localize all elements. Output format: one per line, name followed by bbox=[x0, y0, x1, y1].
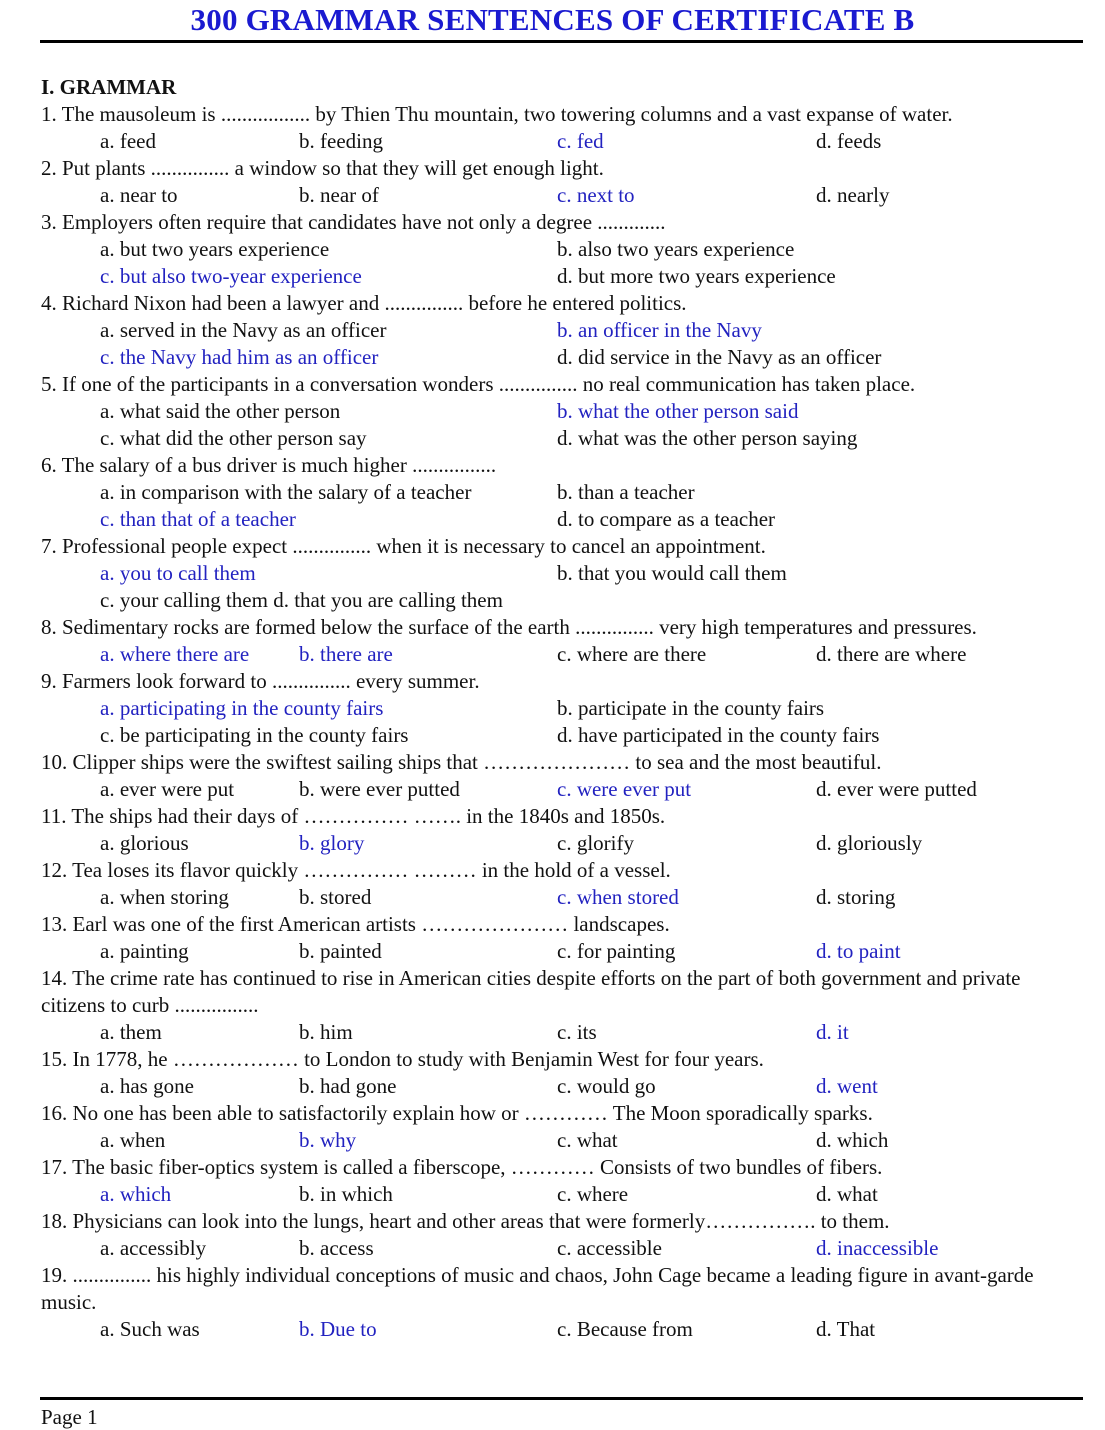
answer-option[interactable]: d. there are where bbox=[816, 642, 967, 666]
answer-option[interactable]: c. your calling them d. that you are calling them bbox=[100, 588, 503, 612]
answer-option[interactable]: d. did service in the Navy as an officer bbox=[557, 345, 882, 369]
question-text: 10. Clipper ships were the swiftest sailing ships that ………………… to sea and the most beautiful. bbox=[41, 750, 882, 774]
answer-option[interactable]: b. also two years experience bbox=[557, 237, 795, 261]
options-row bbox=[41, 695, 1081, 722]
options-row bbox=[41, 560, 1081, 587]
options-row bbox=[41, 317, 1081, 344]
options-row bbox=[41, 641, 1081, 668]
answer-option[interactable]: c. be participating in the county fairs bbox=[100, 723, 409, 747]
question-text: 5. If one of the participants in a conversation wonders ............... no real communication has taken place. bbox=[41, 372, 916, 396]
answer-option[interactable]: a. feed bbox=[100, 129, 156, 153]
answer-option[interactable]: a. served in the Navy as an officer bbox=[100, 318, 387, 342]
question-text: 8. Sedimentary rocks are formed below the surface of the earth ............... very high temperatures and pressures. bbox=[41, 615, 977, 639]
question-list bbox=[41, 74, 1081, 1343]
answer-option[interactable]: c. its bbox=[557, 1020, 597, 1044]
answer-option[interactable]: c. were ever put bbox=[557, 777, 692, 801]
question-text: 12. Tea loses its flavor quickly …………… ……… in the hold of a vessel. bbox=[41, 858, 671, 882]
question-text: 2. Put plants ............... a window so that they will get enough light. bbox=[41, 156, 604, 180]
answer-option[interactable]: a. where there are bbox=[100, 642, 250, 666]
question-text: 18. Physicians can look into the lungs, heart and other areas that were formerly……………. to them. bbox=[41, 1209, 890, 1233]
answer-option[interactable]: a. which bbox=[100, 1182, 172, 1206]
answer-option[interactable]: b. why bbox=[299, 1128, 357, 1152]
question-item bbox=[41, 1262, 1081, 1343]
options-row bbox=[41, 1181, 1081, 1208]
answer-option[interactable]: d. to compare as a teacher bbox=[557, 507, 776, 531]
options-row bbox=[41, 587, 1081, 614]
answer-option[interactable]: a. them bbox=[100, 1020, 162, 1044]
section-heading: I. GRAMMAR bbox=[41, 75, 177, 99]
question-text: 15. In 1778, he ……………… to London to study with Benjamin West for four years. bbox=[41, 1047, 764, 1071]
question-text: 14. The crime rate has continued to rise in American cities despite efforts on the part of both government and private citizens to curb ................ bbox=[41, 966, 1021, 1017]
question-item bbox=[41, 749, 1081, 803]
answer-option[interactable]: a. near to bbox=[100, 183, 178, 207]
answer-option[interactable]: c. next to bbox=[557, 183, 635, 207]
answer-option[interactable]: a. painting bbox=[100, 939, 189, 963]
answer-option[interactable]: d. storing bbox=[816, 885, 896, 909]
answer-option[interactable]: b. were ever putted bbox=[299, 777, 460, 801]
answer-option[interactable]: a. when bbox=[100, 1128, 166, 1152]
answer-option[interactable]: c. would go bbox=[557, 1074, 656, 1098]
question-item bbox=[41, 965, 1081, 1046]
question-item bbox=[41, 155, 1081, 209]
answer-option[interactable]: c. Because from bbox=[557, 1317, 693, 1341]
answer-option[interactable]: b. than a teacher bbox=[557, 480, 695, 504]
question-text: 17. The basic fiber-optics system is called a fiberscope, ………… Consists of two bundles of fibers. bbox=[41, 1155, 883, 1179]
question-text: 13. Earl was one of the first American artists ………………… landscapes. bbox=[41, 912, 670, 936]
options-row bbox=[41, 830, 1081, 857]
answer-option[interactable]: a. you to call them bbox=[100, 561, 256, 585]
answer-option[interactable]: d. what bbox=[816, 1182, 878, 1206]
question-text: 16. No one has been able to satisfactorily explain how or ………… The Moon sporadically sparks. bbox=[41, 1101, 873, 1125]
options-row bbox=[41, 344, 1081, 371]
answer-option[interactable]: b. there are bbox=[299, 642, 393, 666]
answer-option[interactable]: d. to paint bbox=[816, 939, 901, 963]
answer-option[interactable]: b. an officer in the Navy bbox=[557, 318, 762, 342]
footer-rule bbox=[40, 1397, 1083, 1400]
question-item bbox=[41, 668, 1081, 749]
answer-option[interactable]: c. what bbox=[557, 1128, 618, 1152]
question-text: 7. Professional people expect ............... when it is necessary to cancel an appointment. bbox=[41, 534, 766, 558]
question-item bbox=[41, 803, 1081, 857]
answer-option[interactable]: c. where are there bbox=[557, 642, 707, 666]
answer-option[interactable]: b. what the other person said bbox=[557, 399, 799, 423]
question-item bbox=[41, 290, 1081, 371]
options-row bbox=[41, 425, 1081, 452]
answer-option[interactable]: c. fed bbox=[557, 129, 604, 153]
question-item bbox=[41, 1100, 1081, 1154]
answer-option[interactable]: b. had gone bbox=[299, 1074, 397, 1098]
question-text: 11. The ships had their days of …………… ……. in the 1840s and 1850s. bbox=[41, 804, 666, 828]
answer-option[interactable]: c. than that of a teacher bbox=[100, 507, 296, 531]
options-row bbox=[41, 884, 1081, 911]
options-row bbox=[41, 506, 1081, 533]
answer-option[interactable]: d. gloriously bbox=[816, 831, 923, 855]
answer-option[interactable]: d. went bbox=[816, 1074, 878, 1098]
question-item bbox=[41, 452, 1081, 533]
answer-option[interactable]: b. access bbox=[299, 1236, 374, 1260]
options-row bbox=[41, 1316, 1081, 1343]
question-item bbox=[41, 911, 1081, 965]
answer-option[interactable]: d. have participated in the county fairs bbox=[557, 723, 880, 747]
answer-option[interactable]: d. nearly bbox=[816, 183, 890, 207]
answer-option[interactable]: a. accessibly bbox=[100, 1236, 207, 1260]
answer-option[interactable]: d. it bbox=[816, 1020, 849, 1044]
question-text: 9. Farmers look forward to ............... every summer. bbox=[41, 669, 480, 693]
answer-option[interactable]: b. him bbox=[299, 1020, 353, 1044]
options-row bbox=[41, 128, 1081, 155]
answer-option[interactable]: c. what did the other person say bbox=[100, 426, 367, 450]
question-item bbox=[41, 614, 1081, 668]
options-row bbox=[41, 398, 1081, 425]
answer-option[interactable]: b. stored bbox=[299, 885, 372, 909]
question-item bbox=[41, 1154, 1081, 1208]
question-item bbox=[41, 1046, 1081, 1100]
options-row bbox=[41, 182, 1081, 209]
answer-option[interactable]: a. in comparison with the salary of a teacher bbox=[100, 480, 472, 504]
answer-option[interactable]: b. painted bbox=[299, 939, 382, 963]
answer-option[interactable]: a. but two years experience bbox=[100, 237, 330, 261]
answer-option[interactable]: c. for painting bbox=[557, 939, 676, 963]
answer-option[interactable]: a. has gone bbox=[100, 1074, 194, 1098]
answer-option[interactable]: d. but more two years experience bbox=[557, 264, 836, 288]
question-text: 3. Employers often require that candidates have not only a degree ............. bbox=[41, 210, 666, 234]
page-title: 300 GRAMMAR SENTENCES OF CERTIFICATE B bbox=[190, 2, 915, 37]
answer-option[interactable]: d. ever were putted bbox=[816, 777, 977, 801]
options-row bbox=[41, 1073, 1081, 1100]
answer-option[interactable]: a. glorious bbox=[100, 831, 189, 855]
answer-option[interactable]: b. near of bbox=[299, 183, 379, 207]
page-number: Page 1 bbox=[41, 1405, 98, 1429]
header-rule bbox=[40, 40, 1083, 43]
answer-option[interactable]: c. when stored bbox=[557, 885, 679, 909]
answer-option[interactable]: d. inaccessible bbox=[816, 1236, 939, 1260]
answer-option[interactable]: d. which bbox=[816, 1128, 889, 1152]
answer-option[interactable]: d. That bbox=[816, 1317, 876, 1341]
answer-option[interactable]: d. feeds bbox=[816, 129, 882, 153]
answer-option[interactable]: b. that you would call them bbox=[557, 561, 787, 585]
question-item bbox=[41, 533, 1081, 614]
answer-option[interactable]: c. where bbox=[557, 1182, 629, 1206]
question-text: 1. The mausoleum is ................. by Thien Thu mountain, two towering columns and a vast expanse of water. bbox=[41, 102, 953, 126]
question-item bbox=[41, 101, 1081, 155]
options-row bbox=[41, 479, 1081, 506]
options-row bbox=[41, 263, 1081, 290]
question-item bbox=[41, 1208, 1081, 1262]
question-text: 19. ............... his highly individual conceptions of music and chaos, John Cage became a leading figure in avant-garde music. bbox=[41, 1263, 1034, 1314]
options-row bbox=[41, 722, 1081, 749]
question-text: 6. The salary of a bus driver is much higher ................ bbox=[41, 453, 497, 477]
options-row bbox=[41, 1127, 1081, 1154]
options-row bbox=[41, 938, 1081, 965]
options-row bbox=[41, 1235, 1081, 1262]
question-item bbox=[41, 209, 1081, 290]
answer-option[interactable]: b. participate in the county fairs bbox=[557, 696, 825, 720]
answer-option[interactable]: a. Such was bbox=[100, 1317, 200, 1341]
answer-option[interactable]: a. ever were put bbox=[100, 777, 235, 801]
answer-option[interactable]: b. glory bbox=[299, 831, 365, 855]
options-row bbox=[41, 776, 1081, 803]
answer-option[interactable]: b. feeding bbox=[299, 129, 383, 153]
answer-option[interactable]: d. what was the other person saying bbox=[557, 426, 858, 450]
answer-option[interactable]: c. accessible bbox=[557, 1236, 662, 1260]
question-text: 4. Richard Nixon had been a lawyer and ............... before he entered politics. bbox=[41, 291, 687, 315]
answer-option[interactable]: a. what said the other person bbox=[100, 399, 341, 423]
question-item bbox=[41, 857, 1081, 911]
answer-option[interactable]: a. when storing bbox=[100, 885, 229, 909]
answer-option[interactable]: c. the Navy had him as an officer bbox=[100, 345, 379, 369]
answer-option[interactable]: b. in which bbox=[299, 1182, 393, 1206]
answer-option[interactable]: a. participating in the county fairs bbox=[100, 696, 384, 720]
question-item bbox=[41, 371, 1081, 452]
answer-option[interactable]: b. Due to bbox=[299, 1317, 377, 1341]
options-row bbox=[41, 236, 1081, 263]
options-row bbox=[41, 1019, 1081, 1046]
answer-option[interactable]: c. but also two-year experience bbox=[100, 264, 362, 288]
answer-option[interactable]: c. glorify bbox=[557, 831, 634, 855]
